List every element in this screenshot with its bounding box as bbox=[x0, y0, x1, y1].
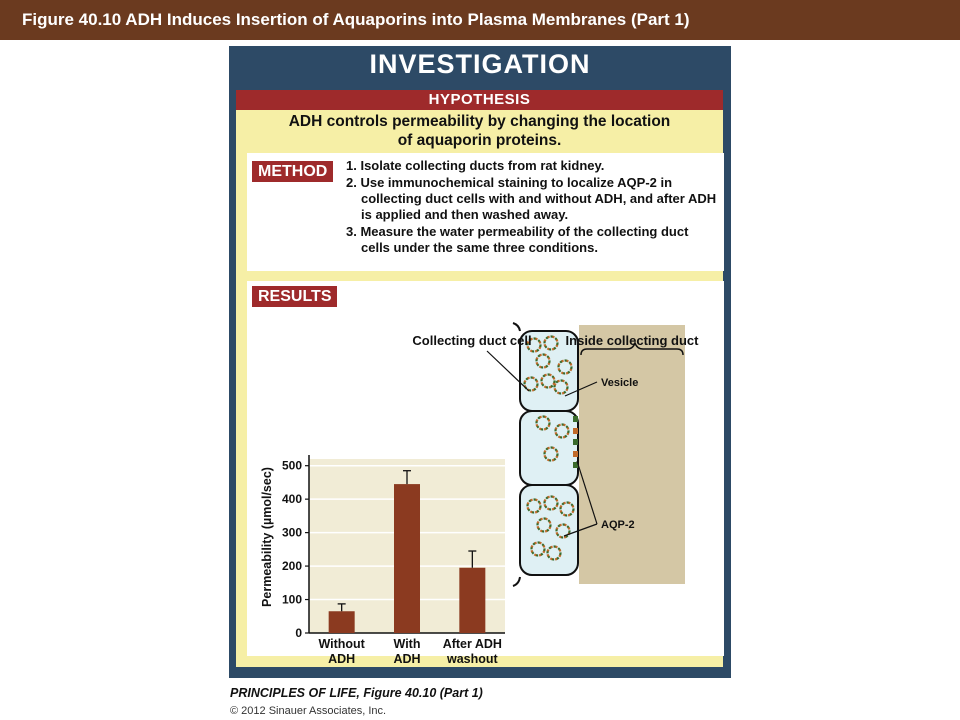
hypothesis-text bbox=[236, 112, 723, 150]
method-steps bbox=[346, 158, 718, 257]
method-step-3: 3. Measure the water permeability of the collecting duct cells under the same three conditions. bbox=[346, 224, 689, 255]
y-tick-label: 200 bbox=[281, 559, 302, 574]
duct-lumen bbox=[579, 325, 685, 584]
x-tick-label: ADH bbox=[393, 652, 421, 666]
hypothesis-heading: HYPOTHESIS bbox=[236, 90, 723, 110]
y-tick-label: 400 bbox=[281, 492, 302, 507]
footer-copyright: © 2012 Sinauer Associates, Inc. bbox=[230, 705, 387, 717]
title-bar bbox=[0, 0, 960, 40]
method-section bbox=[247, 153, 724, 271]
y-tick-label: 300 bbox=[281, 525, 302, 540]
label-inside-collecting-duct: Inside collecting duct bbox=[565, 333, 699, 348]
bar bbox=[459, 568, 485, 633]
investigation-body bbox=[236, 90, 723, 667]
investigation-panel bbox=[229, 46, 731, 678]
y-tick-label: 500 bbox=[281, 458, 302, 473]
hypothesis-line-1: ADH controls permeability by changing the location bbox=[288, 113, 671, 130]
x-tick-label: washout bbox=[446, 652, 498, 666]
footer-credit: PRINCIPLES OF LIFE, Figure 40.10 (Part 1) bbox=[230, 686, 483, 700]
label-collecting-duct-cell: Collecting duct cell bbox=[412, 333, 532, 348]
label-vesicle: Vesicle bbox=[601, 377, 639, 389]
method-step-2: 2. Use immunochemical staining to localize AQP-2 in collecting duct cells with and without ADH, and after ADH is applied and then washed away. bbox=[346, 175, 717, 222]
bar bbox=[394, 484, 420, 633]
investigation-title: INVESTIGATION bbox=[369, 49, 591, 79]
hypothesis-line-2: of aquaporin proteins. bbox=[397, 132, 562, 149]
x-tick-label: ADH bbox=[328, 652, 356, 666]
label-aqp2: AQP-2 bbox=[601, 519, 635, 531]
x-tick-label: After ADH bbox=[442, 637, 502, 651]
method-heading: METHOD bbox=[252, 161, 333, 182]
figure-title: Figure 40.10 ADH Induces Insertion of Aquaporins into Plasma Membranes (Part 1) bbox=[22, 10, 690, 29]
x-tick-label: With bbox=[393, 637, 421, 651]
bar bbox=[329, 611, 355, 633]
method-step-1: 1. Isolate collecting ducts from rat kidney. bbox=[346, 158, 605, 173]
results-section bbox=[247, 281, 724, 666]
permeability-chart bbox=[260, 455, 505, 666]
y-tick-label: 100 bbox=[281, 592, 302, 607]
x-tick-label: Without bbox=[318, 637, 365, 651]
results-figure bbox=[247, 281, 724, 666]
y-tick-label: 0 bbox=[295, 626, 302, 640]
results-heading: RESULTS bbox=[252, 286, 337, 307]
y-axis-label: Permeability (µmol/sec) bbox=[260, 467, 274, 607]
